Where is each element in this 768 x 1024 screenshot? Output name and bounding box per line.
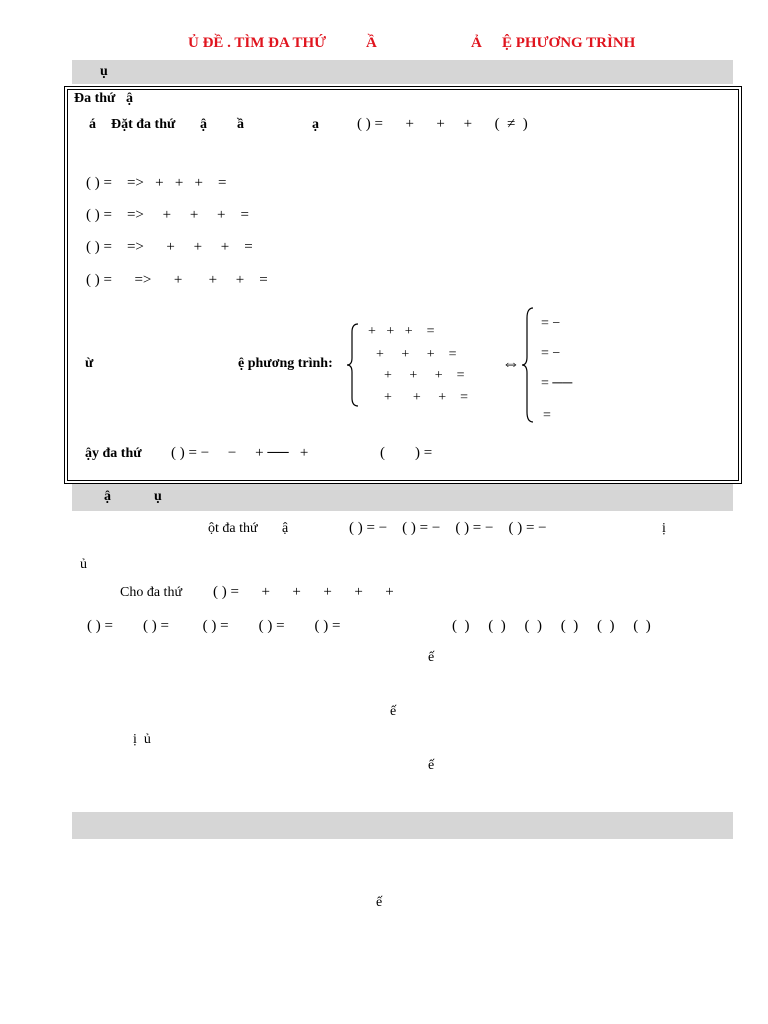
system-left-row: + + + = [384, 390, 469, 405]
box-heading: Đa thứ ậ [74, 91, 133, 106]
general-polynomial-formula: ( ) = + + + ( ≠ ) [357, 116, 528, 132]
system-right-row: = ── [541, 376, 573, 391]
page-title-part2: Ầ [366, 35, 377, 51]
page-title-part1: Ủ ĐỀ . TÌM ĐA THỨ [188, 35, 327, 51]
conclusion-formula: ( ) = − − + ── + [171, 445, 309, 461]
example1-conditions: ( ) = − ( ) = − ( ) = − ( ) = − [349, 520, 547, 536]
system-right-row: = − [541, 346, 561, 361]
examples-header-bar [72, 484, 733, 511]
example2-intro: Cho đa thứ [120, 585, 183, 600]
right-brace-icon [521, 306, 535, 424]
section-header-label: ụ [100, 64, 108, 79]
footer-mark: ế [376, 895, 383, 910]
example1-line2: ủ [80, 557, 87, 572]
example1-text: ột đa thứ [208, 521, 258, 536]
step-label: á [89, 117, 96, 132]
step-text-2: ậ [200, 117, 207, 132]
section-header-bar [72, 60, 733, 84]
equation-row: ( ) = => + + + = [86, 239, 253, 255]
example2-values: ( ) = ( ) = ( ) = ( ) = ( ) = [87, 618, 341, 634]
step-text: Đặt đa thứ [111, 117, 176, 132]
equation-row: ( ) = => + + + = [86, 175, 227, 191]
equation-row: ( ) = => + + + = [86, 207, 249, 223]
example1-text-2: ậ [282, 521, 289, 536]
examples-header-label-b: ụ [154, 489, 162, 504]
example2-mark: ế [428, 758, 435, 773]
page-title-part4: Ệ PHƯƠNG TRÌNH [502, 35, 636, 51]
system-left-row: + + + = [384, 368, 465, 383]
example2-mark: ế [428, 650, 435, 665]
example2-parens: ( ) ( ) ( ) ( ) ( ) ( ) [452, 618, 651, 634]
step-text-4: ạ [312, 117, 319, 132]
example2-mark: ị ủ [133, 732, 151, 747]
conclusion-formula-2: ( ) = [380, 445, 433, 461]
examples-header-label-a: ậ [104, 489, 111, 504]
system-right-row: = − [541, 316, 561, 331]
system-intro: ừ [85, 356, 94, 371]
equivalence-icon: ⇔ [502, 353, 520, 373]
example2-mark: ế [390, 704, 397, 719]
conclusion-label: ậy đa thứ [85, 446, 142, 461]
system-right-row: = [543, 408, 551, 423]
equation-row: ( ) = => + + + = [86, 272, 268, 288]
example2-formula: ( ) = + + + + + [213, 584, 394, 600]
step-text-3: ầ [237, 117, 244, 132]
exercise-header-bar [72, 812, 733, 839]
page-title-part3: Ả [471, 35, 482, 51]
system-left-row: + + + = [376, 347, 457, 362]
example1-text-3: ị [662, 521, 666, 536]
system-left-row: + + + = [368, 324, 435, 339]
system-intro-label: ệ phương trình: [238, 356, 333, 371]
left-brace-icon [346, 322, 360, 408]
